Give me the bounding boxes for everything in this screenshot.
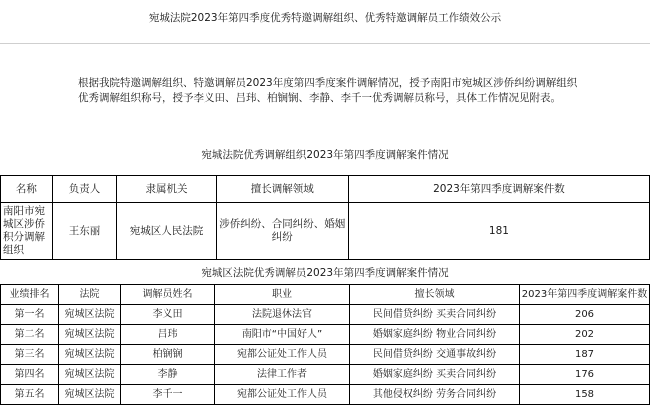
count-cell: 158 xyxy=(520,385,650,405)
org-table xyxy=(0,175,650,260)
org-name-cell: 南阳市宛城区涉侨积分调解组织 xyxy=(1,203,53,260)
table-row xyxy=(1,385,650,405)
column-header: 名称 xyxy=(1,176,53,203)
field-cell: 婚姻家庭纠纷 买卖合同纠纷 xyxy=(350,365,520,385)
column-header: 隶属机关 xyxy=(117,176,216,203)
column-header: 调解员姓名 xyxy=(121,285,215,305)
table-row xyxy=(1,365,650,385)
column-header: 法院 xyxy=(59,285,121,305)
column-header: 业绩排名 xyxy=(1,285,59,305)
count-cell: 202 xyxy=(520,325,650,345)
table-row xyxy=(1,345,650,365)
intro-line: 根据我院特邀调解组织、特邀调解员2023年度第四季度案件调解情况，授予南阳市宛城区涉侨纠纷调解组织 xyxy=(78,77,578,89)
field-cell: 婚姻家庭纠纷 物业合同纠纷 xyxy=(350,325,520,345)
mediator-name-cell: 李义田 xyxy=(121,305,215,325)
intro-paragraph xyxy=(78,76,638,106)
rank-cell: 第三名 xyxy=(1,345,59,365)
table-row xyxy=(1,305,650,325)
mediator-name-cell: 吕玮 xyxy=(121,325,215,345)
field-cell: 民间借贷纠纷 买卖合同纠纷 xyxy=(350,305,520,325)
job-cell: 宛都公证处工作人员 xyxy=(215,385,350,405)
mediator-table-caption: 宛城区法院优秀调解员2023年第四季度调解案件情况 xyxy=(201,267,449,279)
job-cell: 宛都公证处工作人员 xyxy=(215,345,350,365)
column-header: 负责人 xyxy=(52,176,117,203)
table-header-row xyxy=(1,285,650,305)
rank-cell: 第五名 xyxy=(1,385,59,405)
mediator-name-cell: 李千一 xyxy=(121,385,215,405)
org-table-caption: 宛城法院优秀调解组织2023年第四季度调解案件情况 xyxy=(201,149,449,161)
rank-cell: 第二名 xyxy=(1,325,59,345)
rank-cell: 第四名 xyxy=(1,365,59,385)
field-cell: 其他侵权纠纷 劳务合同纠纷 xyxy=(350,385,520,405)
court-cell: 宛城区法院 xyxy=(59,345,121,365)
rank-cell: 第一名 xyxy=(1,305,59,325)
count-cell: 206 xyxy=(520,305,650,325)
agency-cell: 宛城区人民法院 xyxy=(117,203,216,260)
court-cell: 宛城区法院 xyxy=(59,305,121,325)
court-cell: 宛城区法院 xyxy=(59,365,121,385)
count-cell: 181 xyxy=(348,203,649,260)
table-row xyxy=(1,203,650,260)
intro-line: 优秀调解组织称号，授予李义田、吕玮、柏锎锎、李静、李千一优秀调解员称号，具体工作情况见附表。 xyxy=(78,92,561,104)
leader-cell: 王东丽 xyxy=(52,203,117,260)
page-title: 宛城法院2023年第四季度优秀特邀调解组织、优秀特邀调解员工作绩效公示 xyxy=(148,12,502,24)
table-header-row xyxy=(1,176,650,203)
field-cell: 涉侨纠纷、合同纠纷、婚姻纠纷 xyxy=(216,203,348,260)
job-cell: 法院退休法官 xyxy=(215,305,350,325)
column-header: 擅长领域 xyxy=(350,285,520,305)
count-cell: 187 xyxy=(520,345,650,365)
mediator-name-cell: 李静 xyxy=(121,365,215,385)
divider xyxy=(0,43,650,44)
count-cell: 176 xyxy=(520,365,650,385)
court-cell: 宛城区法院 xyxy=(59,385,121,405)
job-cell: 南阳市“中国好人” xyxy=(215,325,350,345)
job-cell: 法律工作者 xyxy=(215,365,350,385)
mediator-table xyxy=(0,284,650,405)
column-header: 职业 xyxy=(215,285,350,305)
mediator-name-cell: 柏锎锎 xyxy=(121,345,215,365)
column-header: 2023年第四季度调解案件数 xyxy=(348,176,649,203)
column-header: 擅长调解领域 xyxy=(216,176,348,203)
column-header: 2023年第四季度调解案件数 xyxy=(520,285,650,305)
table-row xyxy=(1,325,650,345)
field-cell: 民间借贷纠纷 交通事故纠纷 xyxy=(350,345,520,365)
court-cell: 宛城区法院 xyxy=(59,325,121,345)
